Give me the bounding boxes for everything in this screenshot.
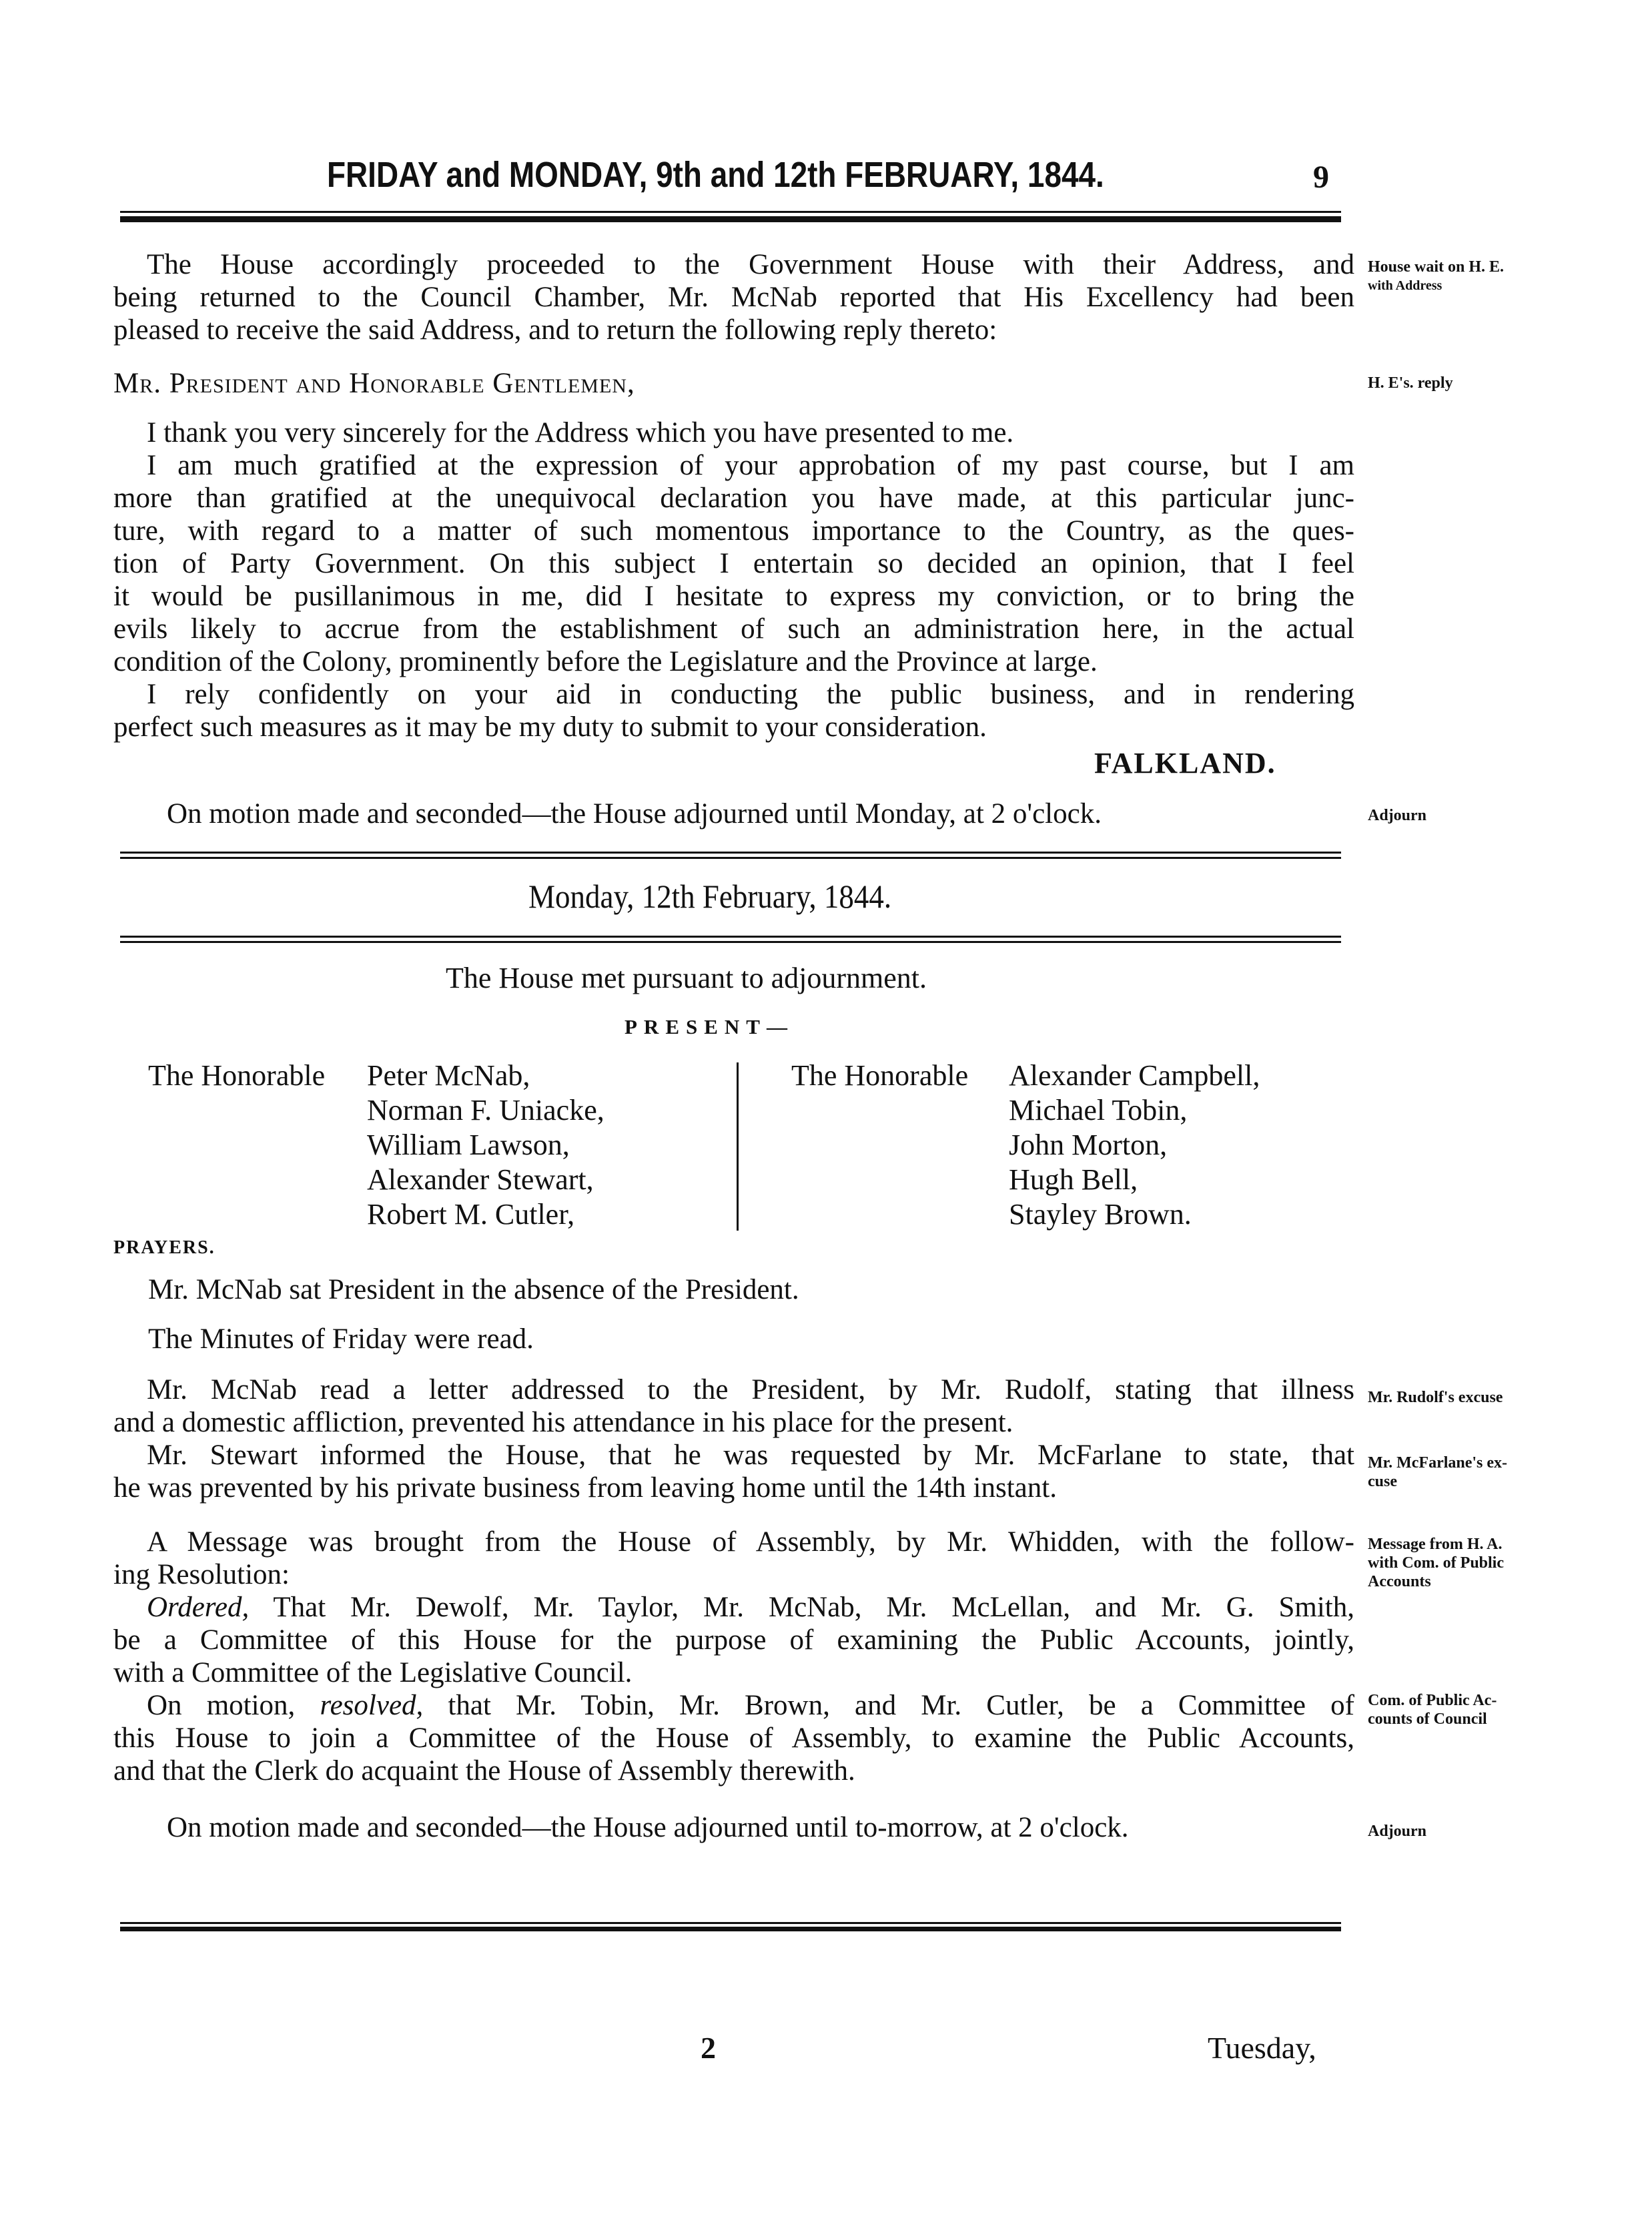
margin-note-line: Accounts (1368, 1573, 1431, 1590)
page-number: 9 (1313, 160, 1329, 195)
assembly-message (113, 1526, 1354, 1787)
text-line: tion of Party Government. On this subject I entertain so decided an opinion, that I feel (113, 548, 1354, 579)
text-line: I rely confidently on your aid in conducting the public business, and in rendering (147, 679, 1354, 710)
prayers-label: PRAYERS. (113, 1237, 216, 1258)
closing-rule-thick (120, 1927, 1341, 1931)
adjourn-monday: On motion made and seconded—the House adjourned until to-morrow, at 2 o'clock. (167, 1812, 1129, 1843)
page-title: FRIDAY and MONDAY, 9th and 12th FEBRUARY, 1844. (327, 155, 1104, 195)
text-line: ture, with regard to a matter of such momentous importance to the Country, as the ques- (113, 515, 1354, 547)
text-line: Mr. McNab read a letter addressed to the President, by Mr. Rudolf, stating that illness (147, 1374, 1354, 1405)
section-rule-top-1 (120, 852, 1341, 854)
text-line: evils likely to accrue from the establishment of such an administration here, in the actual (113, 613, 1354, 645)
margin-note-line: Com. of Public Ac- (1368, 1692, 1497, 1709)
members-left-prefix: The Honorable (148, 1059, 326, 1092)
member-name: Norman F. Uniacke, (367, 1094, 604, 1127)
text-line: and that the Clerk do acquaint the House of Assembly therewith. (113, 1755, 855, 1787)
margin-note-line: with Com. of Public (1368, 1554, 1504, 1572)
rudolf-excuse (113, 1373, 1354, 1504)
margin-note-line: counts of Council (1368, 1710, 1487, 1728)
members-right (1009, 1058, 1260, 1232)
text-line: and a domestic affliction, prevented his attendance in his place for the present. (113, 1407, 1013, 1438)
monday-heading: Monday, 12th February, 1844. (528, 878, 892, 915)
member-name: Alexander Campbell, (1009, 1059, 1260, 1092)
member-name: Peter McNab, (367, 1059, 530, 1092)
text-line: A Message was brought from the House of Assembly, by Mr. Whidden, with the follow- (147, 1526, 1354, 1558)
present-label: PRESENT— (625, 1015, 794, 1038)
margin-note-reply: H. E's. reply (1368, 374, 1453, 392)
member-name: Hugh Bell, (1009, 1163, 1138, 1196)
text-line: more than gratified at the unequivocal declaration you have made, at this particular junc- (113, 483, 1354, 514)
margin-note-adjourn-2: Adjourn (1368, 1823, 1427, 1840)
text-line: being returned to the Council Chamber, Mr. McNab reported that His Excellency had been (113, 282, 1354, 313)
text-line: perfect such measures as it may be my duty to submit to your consideration. (113, 711, 987, 743)
resolved-word: resolved, (320, 1690, 424, 1721)
text-line: Mr. Stewart informed the House, that he was requested by Mr. McFarlane to state, that (147, 1440, 1354, 1471)
friday-proceedings (113, 248, 1354, 346)
signature-mark: 2 (701, 2031, 716, 2065)
margin-note-message (1368, 1535, 1648, 1591)
reply-salutation: Mr. President and Honorable Gentlemen, (113, 368, 635, 399)
margin-note-rudolf: Mr. Rudolf's excuse (1368, 1389, 1503, 1406)
margin-note-wait (1368, 258, 1648, 295)
margin-note-line: cuse (1368, 1473, 1397, 1490)
margin-note-line: Message from H. A. (1368, 1536, 1503, 1553)
text-run: On motion, (147, 1690, 320, 1721)
member-name: John Morton, (1009, 1129, 1168, 1161)
text-line: pleased to receive the said Address, and to return the following reply thereto: (113, 314, 997, 346)
text-line: it would be pusillanimous in me, did I hesitate to express my conviction, or to bring the (113, 581, 1354, 612)
text-line: he was prevented by his private business from leaving home until the 14th instant. (113, 1472, 1057, 1504)
text-line: condition of the Colony, prominently before the Legislature and the Province at large. (113, 646, 1098, 677)
margin-note-mcfarlane (1368, 1454, 1648, 1491)
text-line (113, 1689, 1354, 1722)
minutes-line: The Minutes of Friday were read. (148, 1323, 534, 1355)
member-name: Michael Tobin, (1009, 1094, 1188, 1127)
signature-falkland: FALKLAND. (1094, 747, 1276, 779)
ordered-word: Ordered, (147, 1592, 250, 1623)
text-line (113, 1591, 1354, 1624)
catchword: Tuesday, (1208, 2031, 1316, 2065)
text-line: with a Committee of the Legislative Council. (113, 1657, 633, 1688)
closing-rule-thin (120, 1922, 1341, 1924)
text-line: be a Committee of this House for the purpose of examining the Public Accounts, jointly, (113, 1624, 1354, 1656)
member-name: Alexander Stewart, (367, 1163, 594, 1196)
section-rule-bottom-2 (120, 941, 1341, 943)
text-line: The House accordingly proceeded to the Government House with their Address, and (147, 249, 1354, 280)
members-left (367, 1058, 604, 1232)
margin-note-line: with Address (1368, 278, 1442, 293)
excellency-reply (113, 416, 1354, 743)
text-line: ing Resolution: (113, 1559, 290, 1590)
section-rule-bottom-1 (120, 936, 1341, 938)
text-line: this House to join a Committee of the House of Assembly, to examine the Public Accounts, (113, 1722, 1354, 1754)
president-line: Mr. McNab sat President in the absence of the President. (148, 1274, 799, 1305)
members-right-prefix: The Honorable (791, 1059, 969, 1092)
text-line: I thank you very sincerely for the Address which you have presented to me. (147, 417, 1014, 448)
text-run: that Mr. Tobin, Mr. Brown, and Mr. Cutler, be a Committee of (423, 1690, 1354, 1721)
adjourn-friday: On motion made and seconded—the House adjourned until Monday, at 2 o'clock. (167, 798, 1102, 830)
header-rule-thick (120, 216, 1341, 222)
member-name: Stayley Brown. (1009, 1198, 1192, 1231)
margin-note-line: House wait on H. E. (1368, 258, 1505, 276)
margin-note-adjourn-1: Adjourn (1368, 807, 1427, 824)
text-run: That Mr. Dewolf, Mr. Taylor, Mr. McNab, Mr. McLellan, and Mr. G. Smith, (249, 1592, 1354, 1623)
header-rule-thin (120, 211, 1341, 213)
margin-note-committee (1368, 1691, 1648, 1728)
text-line: I am much gratified at the expression of your approbation of my past course, but I am (147, 450, 1354, 481)
member-column-divider (737, 1062, 739, 1231)
member-name: William Lawson, (367, 1129, 570, 1161)
member-name: Robert M. Cutler, (367, 1198, 575, 1231)
section-rule-top-2 (120, 857, 1341, 859)
house-met: The House met pursuant to adjournment. (446, 962, 927, 994)
margin-note-line: Mr. McFarlane's ex- (1368, 1454, 1508, 1472)
